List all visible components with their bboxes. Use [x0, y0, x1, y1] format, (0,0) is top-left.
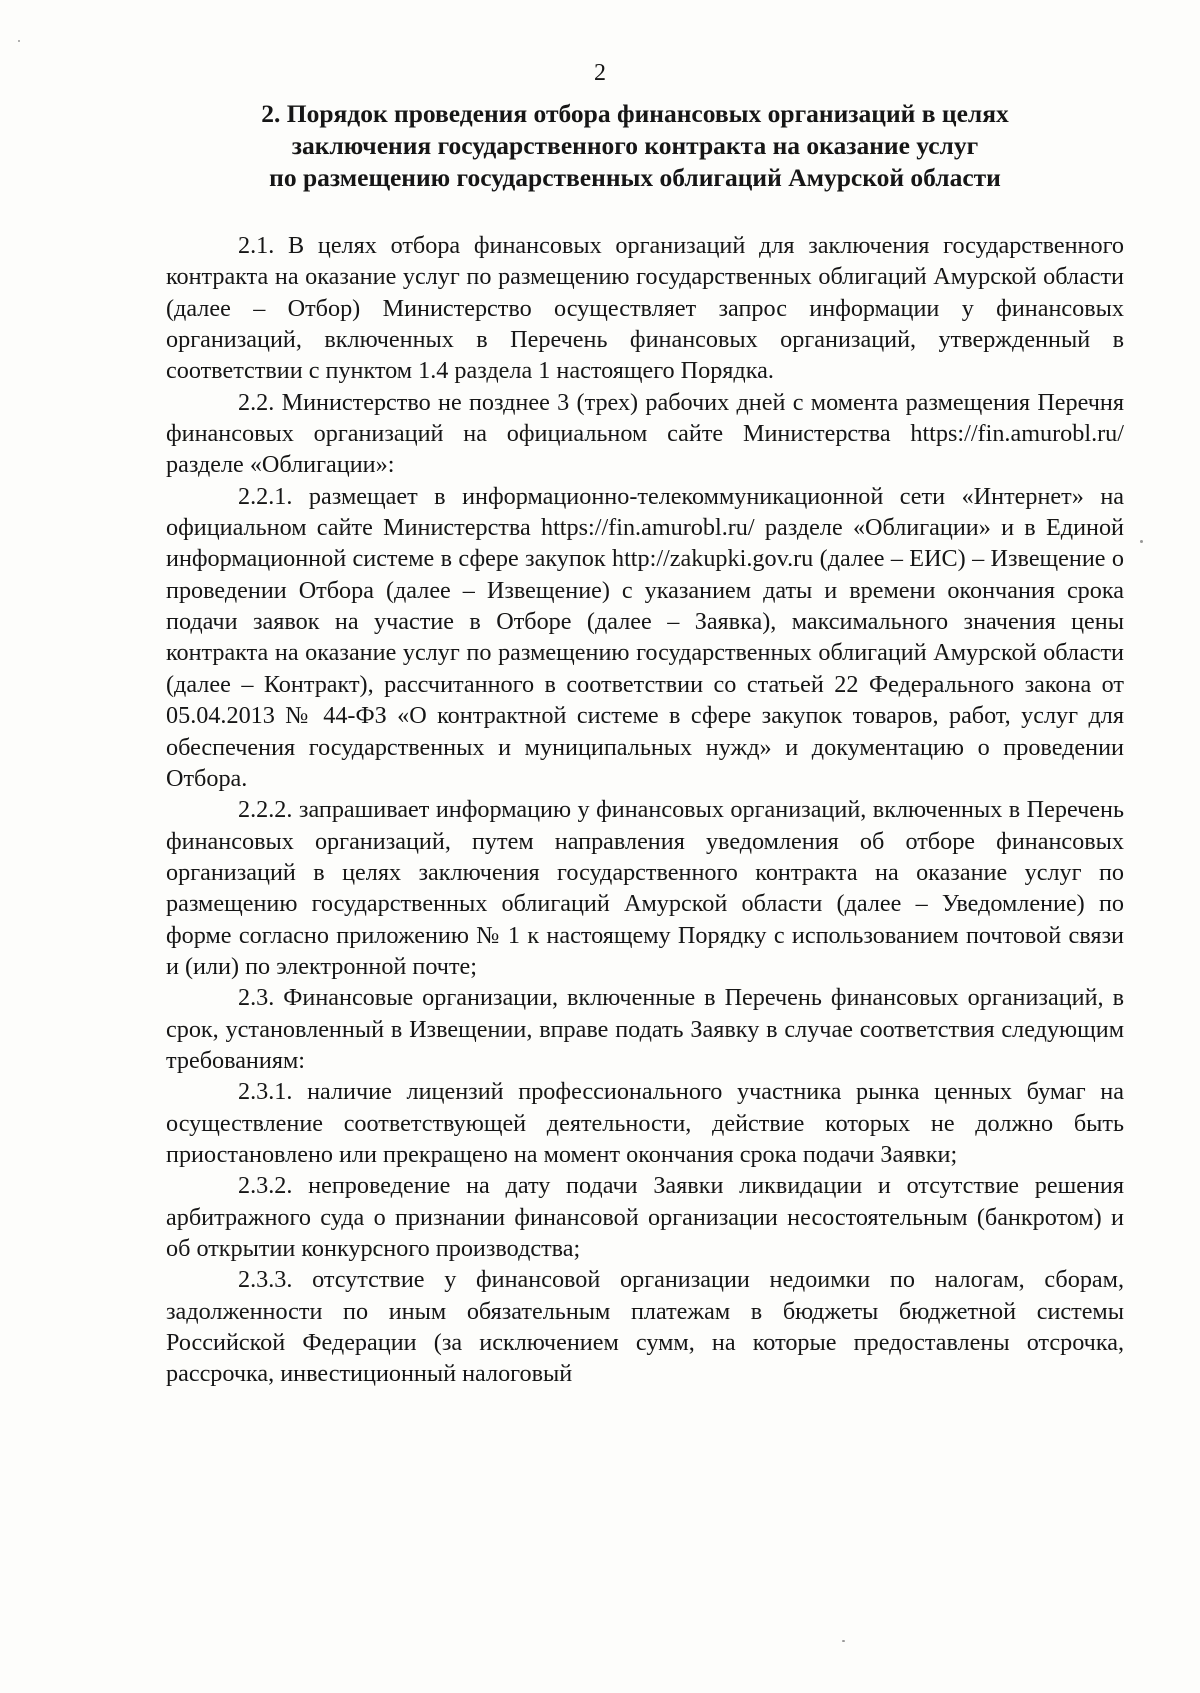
paragraph-2-3-3: 2.3.3. отсутствие у финансовой организации недоимки по налогам, сборам, задолженности по иным обязательным платежам в бюджеты бюджетной системы Российской Федерации (за исключением сумм, на которые предоставлены отсрочка, рассрочка, инвестиционный налоговый: [166, 1266, 1124, 1388]
scan-speck: [842, 1640, 845, 1642]
heading-line-2: заключения государственного контракта на оказание услуг: [291, 131, 979, 160]
paragraph-2-2-1: 2.2.1. размещает в информационно-телекоммуникационной сети «Интернет» на официальном сайте Министерства https://fin.amurobl.ru/ разделе «Облигации» и в Единой информационной системе в сфере закупок http://zakupki.gov.ru (далее – ЕИС) – Извещение о проведении Отбора (далее – Извещение) с указанием даты и времени окончания срока подачи заявок на участие в Отборе (далее – Заявка), максимального значения цены контракта на оказание услуг по размещению государственных облигаций Амурской области (далее – Контракт), рассчитанного в соответствии со статьей 22 Федерального закона от 05.04.2013 № 44-ФЗ «О контрактной системе в сфере закупок товаров, работ, услуг для обеспечения государственных и муниципальных нужд» и документацию о проведении Отбора.: [166, 482, 1124, 792]
section-body: [166, 230, 1124, 1390]
paragraph-2-3-1: 2.3.1. наличие лицензий профессионального участника рынка ценных бумаг на осуществление соответствующей деятельности, действие которых не должно быть приостановлено или прекращено на момент окончания срока подачи Заявки;: [166, 1078, 1124, 1168]
page-number: 2: [594, 60, 606, 86]
paragraph-2-1: 2.1. В целях отбора финансовых организаций для заключения государственного контракта на оказание услуг по размещению государственных облигаций Амурской области (далее – Отбор) Министерство осуществляет запрос информации у финансовых организаций, включенных в Перечень финансовых организаций, утвержденный в соответствии с пунктом 1.4 раздела 1 настоящего Порядка.: [166, 232, 1124, 385]
paragraph-2-2-2: 2.2.2. запрашивает информацию у финансовых организаций, включенных в Перечень финансовых организаций, путем направления уведомления об отборе финансовых организаций в целях заключения государственного контракта на оказание услуг по размещению государственных облигаций Амурской области (далее – Уведомление) по форме согласно приложению № 1 к настоящему Порядку с использованием почтовой связи и (или) по электронной почте;: [166, 796, 1124, 980]
heading-line-1: 2. Порядок проведения отбора финансовых организаций в целях: [261, 99, 1009, 128]
scan-speck: [18, 40, 20, 42]
paragraph-2-2: 2.2. Министерство не позднее 3 (трех) рабочих дней с момента размещения Перечня финансовых организаций на официальном сайте Министерства https://fin.amurobl.ru/ разделе «Облигации»:: [166, 388, 1124, 479]
section-heading: [170, 98, 1100, 194]
scan-speck: [1140, 540, 1143, 543]
paragraph-2-3-2: 2.3.2. непроведение на дату подачи Заявки ликвидации и отсутствие решения арбитражного суда о признании финансовой организации несостоятельным (банкротом) и об открытии конкурсного производства;: [166, 1172, 1124, 1262]
paragraph-2-3: 2.3. Финансовые организации, включенные в Перечень финансовых организаций, в срок, установленный в Извещении, вправе подать Заявку в случае соответствия следующим требованиям:: [166, 984, 1124, 1074]
heading-line-3: по размещению государственных облигаций Амурской области: [269, 163, 1001, 192]
